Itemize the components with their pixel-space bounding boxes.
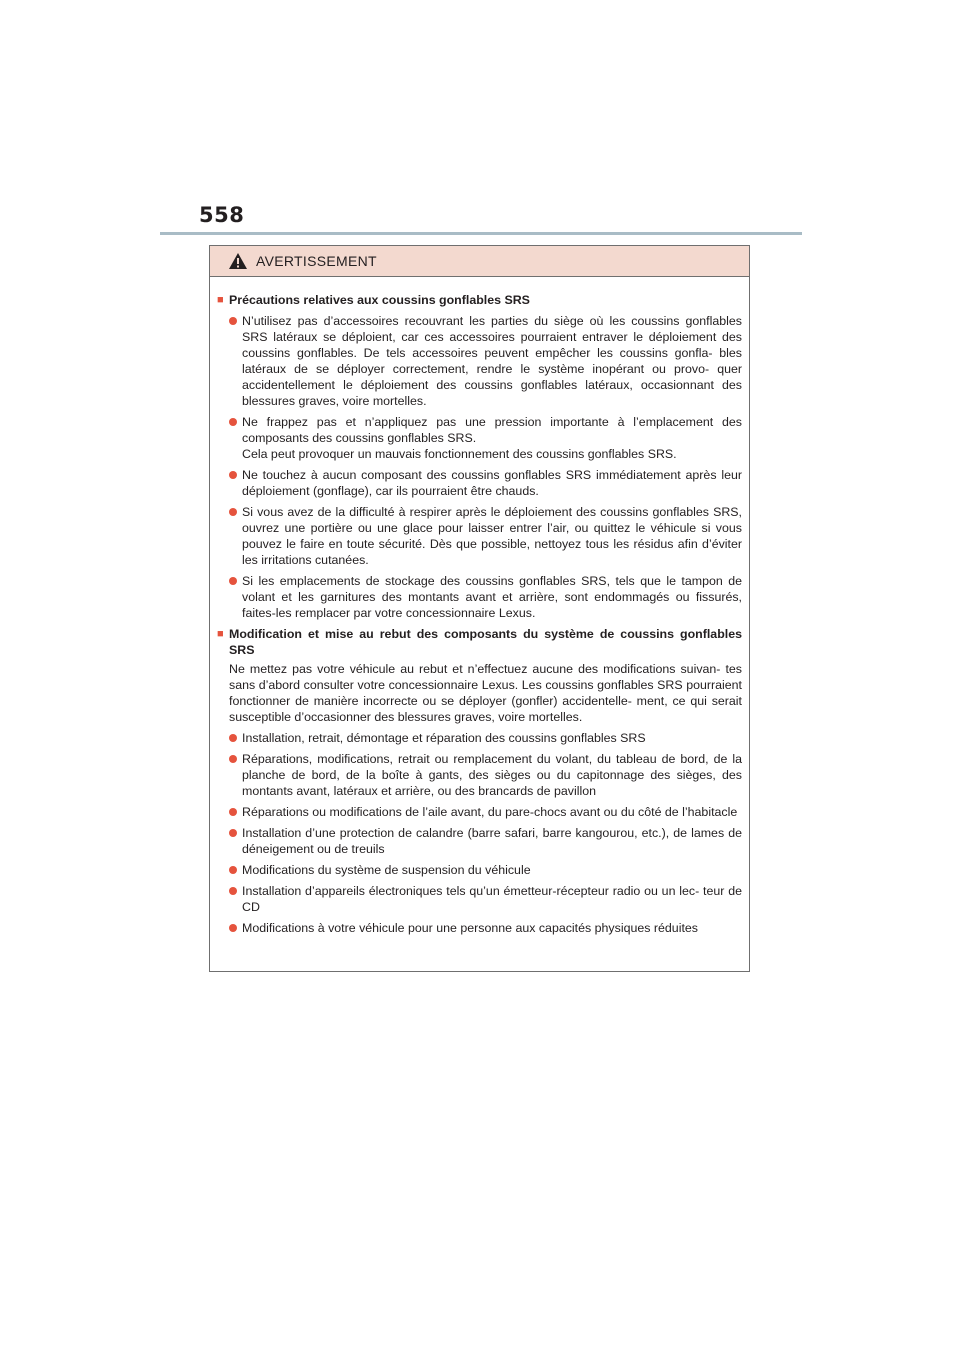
- bullet-list-srs-precautions: [217, 313, 742, 621]
- list-item: Si vous avez de la difficulté à respirer après le déploiement des coussins gonflables SRS, ouvrez une portière ou une glace pour laisser entrer l’air, ou quittez le véhicule si vous pouvez le faire en toute sécurité. Dès que possible, nettoyez tous les résidus afin d’éviter les irritations cutanées.: [229, 504, 742, 568]
- list-item: Ne frappez pas et n’appliquez pas une pression importante à l’emplacement des composants des coussins gonflables SRS. Cela peut provoquer un mauvais fonctionnement des coussins gonflables SRS.: [229, 414, 742, 462]
- list-item: N’utilisez pas d’accessoires recouvrant les parties du siège où les coussins gonflables SRS latéraux se déploient, car ces accessoires pourraient entraver le déploiement des coussins gonflables. De tels accessoires peuvent empêcher les coussins gonfla- bles latéraux de se déployer correctement, rendre le système inopérant ou provo- quer accidentellement le déploiement des coussins gonflables latéraux, occasionnant des blessures graves, voire mortelles.: [229, 313, 742, 409]
- warning-title: AVERTISSEMENT: [256, 253, 377, 269]
- section-heading-srs-modification: ■ Modification et mise au rebut des composants du système de coussins gonflables SRS: [217, 627, 742, 657]
- bullet-dot-icon: [229, 808, 237, 816]
- header-rule: [160, 232, 802, 235]
- list-item: Réparations ou modifications de l’aile avant, du pare-chocs avant ou du côté de l’habitacle: [229, 804, 742, 820]
- list-item: Si les emplacements de stockage des coussins gonflables SRS, tels que le tampon de volant et les garnitures des montants avant et arrière, sont endommagés ou fissurés, faites-les remplacer par votre concessionnaire Lexus.: [229, 573, 742, 621]
- warning-box: [209, 245, 750, 972]
- page-number: 558: [199, 203, 245, 227]
- warning-body: [210, 277, 749, 936]
- list-item: Installation d’une protection de calandre (barre safari, barre kangourou, etc.), de lames de déneigement ou de treuils: [229, 825, 742, 857]
- section-heading-srs-precautions: ■ Précautions relatives aux coussins gonflables SRS: [217, 293, 530, 307]
- warning-triangle-icon: [228, 252, 248, 270]
- list-item: Installation d’appareils électroniques tels qu’un émetteur-récepteur radio ou un lec- teur de CD: [229, 883, 742, 915]
- bullet-dot-icon: [229, 924, 237, 932]
- bullet-dot-icon: [229, 577, 237, 585]
- square-bullet-icon: ■: [217, 294, 224, 306]
- square-bullet-icon: ■: [217, 628, 224, 640]
- bullet-dot-icon: [229, 734, 237, 742]
- bullet-dot-icon: [229, 418, 237, 426]
- bullet-dot-icon: [229, 755, 237, 763]
- bullet-dot-icon: [229, 829, 237, 837]
- bullet-list-srs-modification: [217, 730, 742, 936]
- bullet-dot-icon: [229, 471, 237, 479]
- list-item: Installation, retrait, démontage et réparation des coussins gonflables SRS: [229, 730, 742, 746]
- section-intro: Ne mettez pas votre véhicule au rebut et n’effectuez aucune des modifications suivan- tes sans d’abord consulter votre concessionnaire Lexus. Les coussins gonflables SRS pourraient fonctionner de manière incorrecte ou se déployer (gonfler) accidentelle- ment, ce qui serait susceptible d’occasionner des blessures graves, voire mortelles.: [229, 662, 742, 724]
- bullet-dot-icon: [229, 887, 237, 895]
- bullet-dot-icon: [229, 508, 237, 516]
- list-item: Modifications à votre véhicule pour une personne aux capacités physiques réduites: [229, 920, 742, 936]
- bullet-dot-icon: [229, 317, 237, 325]
- bullet-dot-icon: [229, 866, 237, 874]
- warning-header: [210, 246, 749, 277]
- list-item: Ne touchez à aucun composant des coussins gonflables SRS immédiatement après leur déploiement (gonflage), car ils pourraient être chauds.: [229, 467, 742, 499]
- list-item: Réparations, modifications, retrait ou remplacement du volant, du tableau de bord, de la planche de bord, de la boîte à gants, des sièges ou du capitonnage des sièges, des montants avant, latéraux et arrière, ou des brancards de pavillon: [229, 751, 742, 799]
- list-item: Modifications du système de suspension du véhicule: [229, 862, 742, 878]
